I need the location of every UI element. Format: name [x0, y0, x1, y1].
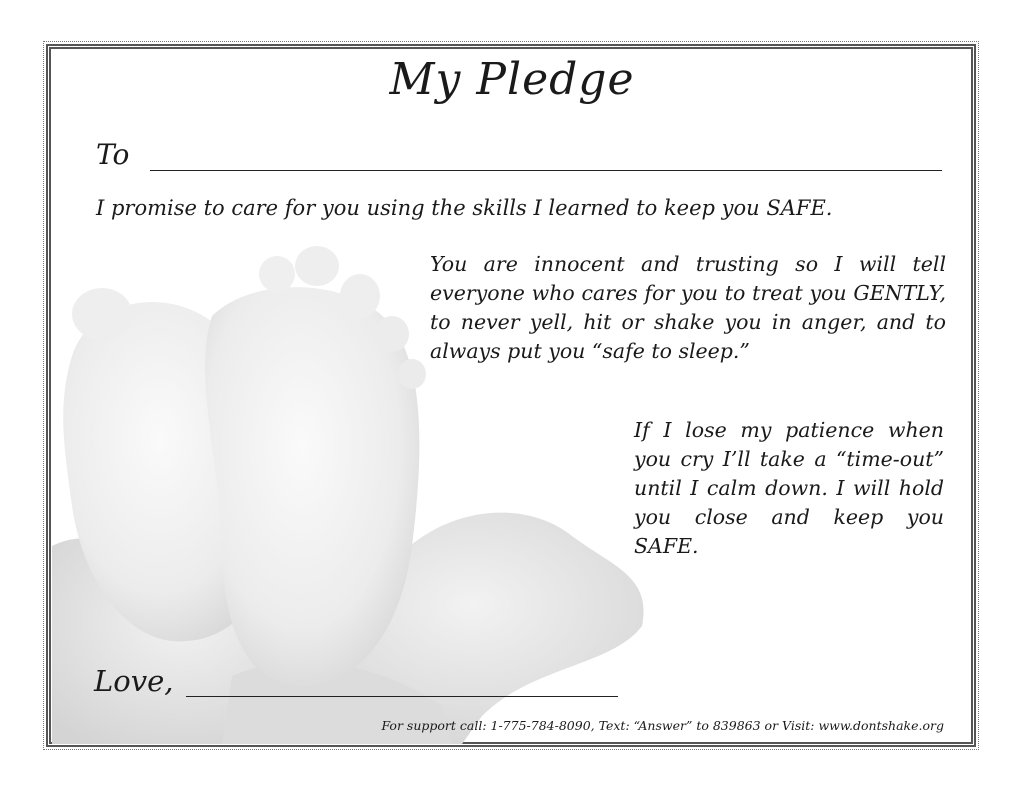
gently-paragraph: You are innocent and trusting so I will tell everyone who cares for you to treat you GENTLY, to never yell, hit or shake you in anger, and to always put you “safe to sleep.” [430, 252, 946, 363]
to-label: To [96, 138, 130, 171]
love-label: Love, [94, 664, 174, 698]
love-signature-line [186, 696, 618, 697]
support-footer: For support call: 1-775-784-8090, Text: “Answer” to 839863 or Visit: www.dontshake.org [381, 718, 944, 733]
to-field [96, 138, 944, 178]
to-signature-line [150, 170, 942, 171]
promise-statement: I promise to care for you using the skills I learned to keep you SAFE. [96, 196, 833, 220]
love-field [94, 664, 624, 704]
patience-paragraph: If I lose my patience when you cry I’ll take a “time-out” until I calm down. I will hold you close and keep you SAFE. [634, 418, 944, 558]
page-title: My Pledge [389, 54, 635, 105]
